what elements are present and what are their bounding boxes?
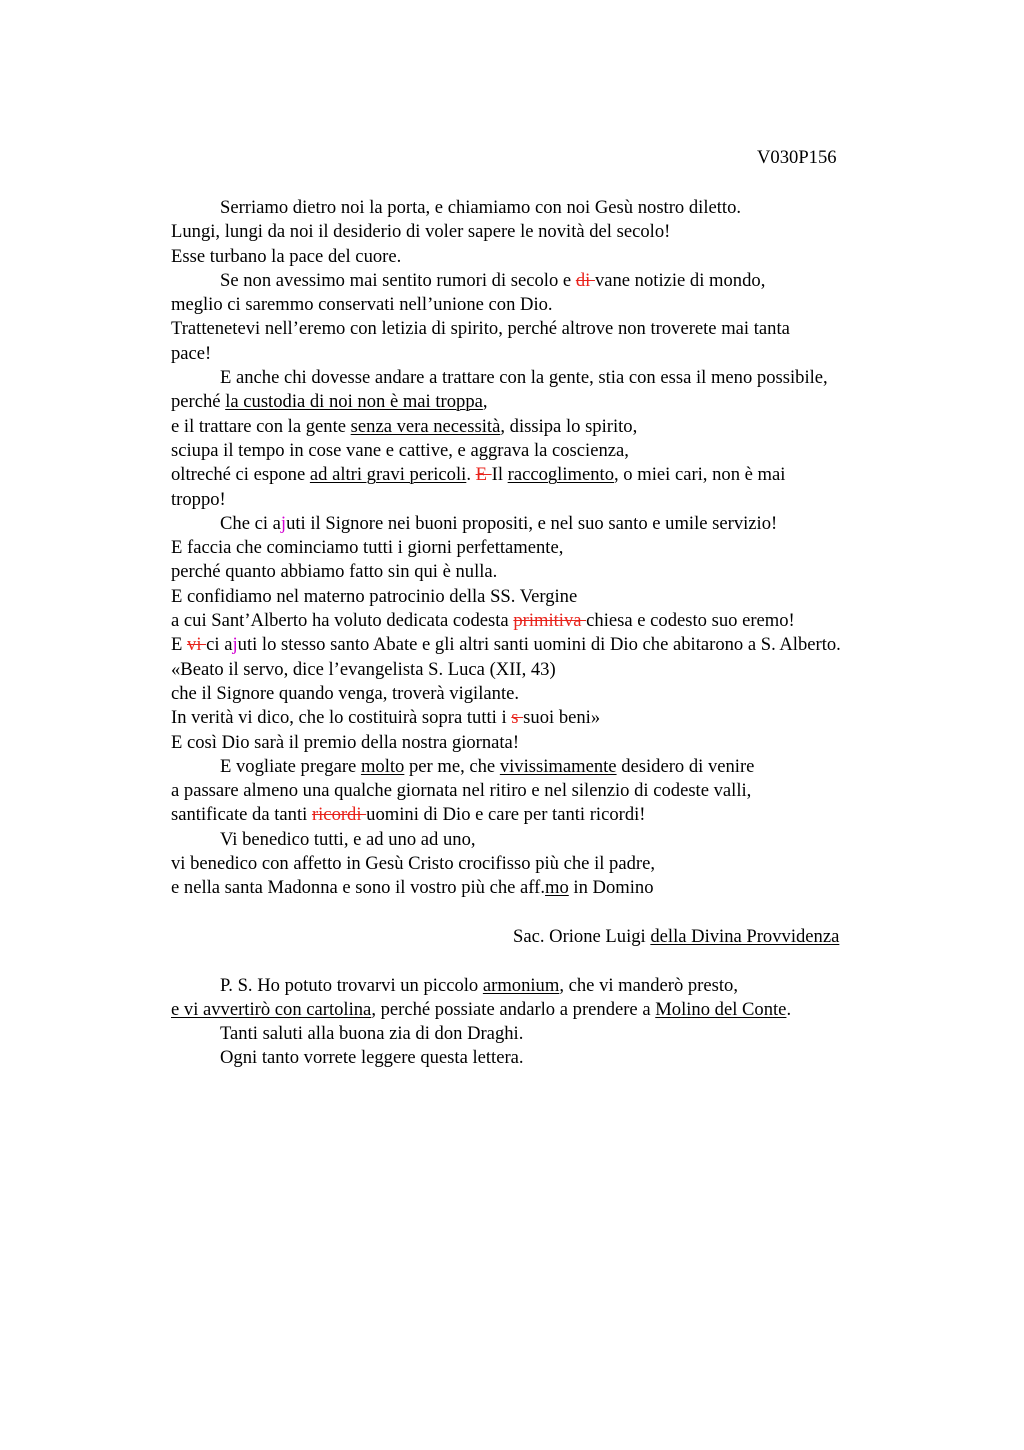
deleted-text: vi (187, 634, 207, 656)
inserted-text: j (280, 512, 287, 534)
underlined-text: Molino del Conte (655, 998, 787, 1020)
text-segment: E anche chi dovesse andare a trattare con la gente, stia con essa il meno possibile, (220, 367, 828, 389)
text-segment: meglio ci saremmo conservati nell’unione con Dio. (171, 294, 553, 316)
text-line (171, 463, 971, 487)
underlined-text: mo (545, 877, 569, 899)
text-segment: a cui Sant’Alberto ha voluto dedicata codesta (171, 610, 514, 632)
text-line (171, 609, 971, 633)
text-line (171, 560, 971, 584)
text-line (171, 658, 971, 682)
text-segment: E così Dio sarà il premio della nostra giornata! (171, 731, 520, 753)
text-line (171, 779, 971, 803)
text-segment: che il Signore quando venga, troverà vigilante. (171, 682, 520, 704)
text-line (171, 390, 971, 414)
text-line (171, 876, 971, 900)
text-segment: Il (491, 464, 508, 486)
underlined-text: la custodia di noi non è mai troppa (225, 391, 483, 413)
document-reference: V030P156 (757, 147, 837, 168)
text-line (171, 803, 971, 827)
text-segment: Trattenetevi nell’eremo con letizia di spirito, perché altrove non troverete mai tanta (171, 318, 790, 340)
underlined-text: della Divina Provvidenza (650, 925, 840, 947)
text-segment: P. S. Ho potuto trovarvi un piccolo (220, 974, 483, 996)
text-line (171, 366, 971, 390)
letter-body (171, 196, 971, 1071)
text-segment: Ogni tanto vorrete leggere questa lettera. (220, 1047, 524, 1069)
text-segment: uomini di Dio e care per tanti ricordi! (366, 804, 646, 826)
text-line (171, 220, 971, 244)
text-line (171, 415, 971, 439)
text-line (171, 536, 971, 560)
text-segment: , o miei cari, non è mai (614, 464, 786, 486)
text-line (171, 439, 971, 463)
text-line (171, 342, 971, 366)
underlined-text: armonium (482, 974, 560, 996)
text-line (171, 269, 971, 293)
text-segment: Lungi, lungi da noi il desiderio di voler sapere le novità del secolo! (171, 221, 671, 243)
text-segment: e nella santa Madonna e sono il vostro più che aff. (171, 877, 546, 899)
inserted-text: j (232, 634, 238, 656)
text-line (171, 317, 971, 341)
underlined-text: e vi avvertirò con cartolina (171, 998, 372, 1020)
text-line (171, 731, 971, 755)
text-line (171, 245, 971, 269)
text-segment: . (466, 464, 476, 486)
text-line (171, 633, 971, 657)
text-segment: E confidiamo nel materno patrocinio della SS. Vergine (171, 585, 578, 607)
text-segment: , perché possiate andarlo a prendere a (371, 998, 656, 1020)
text-segment: Serriamo dietro noi la porta, e chiamiamo con noi Gesù nostro diletto. (220, 197, 742, 218)
text-line (171, 998, 971, 1022)
text-segment: santificate da tanti (171, 804, 312, 826)
text-segment: uti il Signore nei buoni propositi, e nel suo santo e umile servizio! (286, 512, 778, 534)
text-line (171, 512, 971, 536)
underlined-text: vivissimamente (499, 755, 617, 777)
underlined-text: senza vera necessità (350, 415, 501, 437)
text-segment: , dissipa lo spirito, (500, 415, 638, 437)
text-segment: Vi benedico tutti, e ad uno ad uno, (220, 828, 476, 850)
text-segment: ci a (206, 634, 233, 656)
text-segment: perché quanto abbiamo fatto sin qui è nulla. (171, 561, 498, 583)
underlined-text: molto (360, 755, 405, 777)
text-segment: oltreché ci espone (171, 464, 310, 486)
text-line (171, 852, 971, 876)
deleted-text: primitiva (513, 610, 587, 632)
text-segment: vi benedico con affetto in Gesù Cristo crocifisso più che il padre, (171, 853, 655, 875)
text-segment: a passare almeno una qualche giornata nel ritiro e nel silenzio di codeste valli, (171, 780, 752, 802)
deleted-text: di (575, 269, 595, 291)
text-segment: . (786, 998, 792, 1020)
text-segment: e il trattare con la gente (171, 415, 351, 437)
text-segment: E faccia che cominciamo tutti i giorni perfettamente, (171, 537, 564, 559)
text-segment: E vogliate pregare (220, 755, 361, 777)
text-segment: per me, che (404, 755, 500, 777)
text-line (171, 585, 971, 609)
text-line (171, 196, 971, 220)
text-segment: Che ci a (220, 512, 281, 534)
text-line (171, 828, 971, 852)
text-segment: Tanti saluti alla buona zia di don Draghi. (220, 1023, 524, 1045)
text-line (171, 974, 971, 998)
text-segment: Esse turbano la pace del cuore. (171, 245, 402, 267)
text-segment: pace! (171, 342, 212, 364)
underlined-text: raccoglimento (507, 464, 614, 486)
blank-line (171, 901, 971, 925)
signature-line (171, 925, 971, 949)
text-line (171, 1046, 971, 1070)
text-line (171, 1022, 971, 1046)
text-segment: uti lo stesso santo Abate e gli altri santi uomini di Dio che abitarono a S. Alberto. (237, 634, 841, 656)
text-segment: In verità vi dico, che lo costituirà sopra tutti i (171, 707, 512, 729)
deleted-text: E (475, 464, 492, 486)
text-segment: perché (171, 391, 226, 413)
text-segment: vane notizie di mondo, (594, 269, 766, 291)
underlined-text: ad altri gravi pericoli (309, 464, 467, 486)
text-segment: , (482, 391, 488, 413)
text-segment: in Domino (568, 877, 654, 899)
blank-line (171, 949, 971, 973)
text-segment: sciupa il tempo in cose vane e cattive, e aggrava la coscienza, (171, 439, 629, 461)
text-line (171, 488, 971, 512)
deleted-text: s (511, 707, 524, 729)
text-line (171, 706, 971, 730)
text-segment: , che vi manderò presto, (559, 974, 738, 996)
deleted-text: ricordi (311, 804, 367, 826)
text-segment: desidero di venire (616, 755, 755, 777)
text-line (171, 682, 971, 706)
text-line (171, 755, 971, 779)
text-line (171, 293, 971, 317)
text-segment: chiesa e codesto suo eremo! (586, 610, 795, 632)
text-segment: Se non avessimo mai sentito rumori di secolo e (220, 269, 576, 291)
text-segment: E (171, 634, 188, 656)
text-segment: Sac. Orione Luigi (513, 925, 651, 947)
text-segment: suoi beni» (523, 707, 601, 729)
text-segment: «Beato il servo, dice l’evangelista S. Luca (XII, 43) (171, 658, 556, 680)
text-segment: troppo! (171, 488, 226, 510)
